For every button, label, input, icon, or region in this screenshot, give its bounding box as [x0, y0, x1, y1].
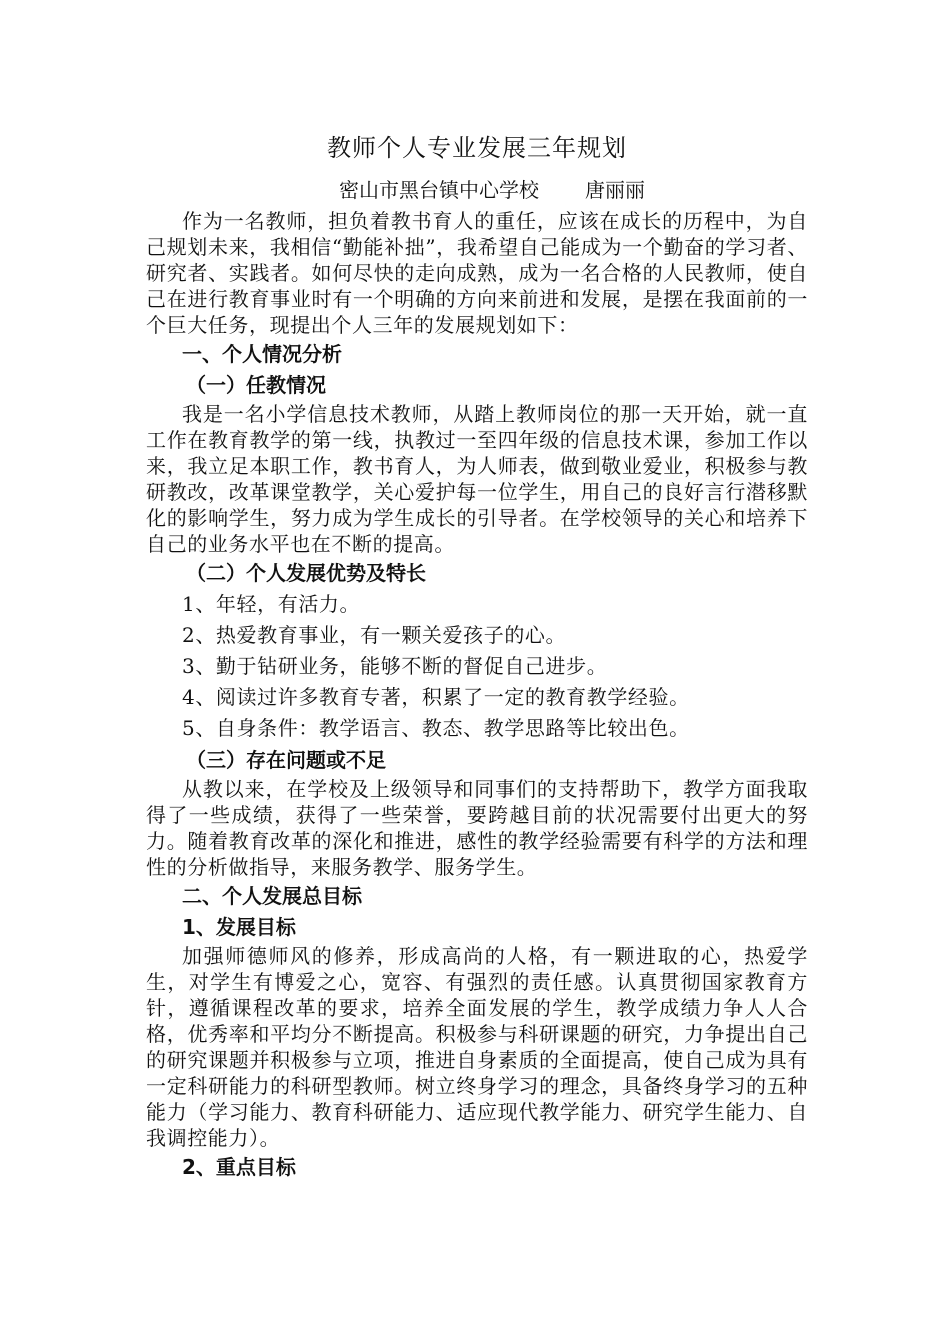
section1-sub2-heading: （二）个人发展优势及特长 [186, 561, 426, 585]
section1-heading: 一、个人情况分析 [182, 342, 342, 366]
strength-item-3: 3、勤于钻研业务，能够不断的督促自己进步。 [182, 654, 608, 678]
section1-sub1-paragraph: 我是一名小学信息技术教师，从踏上教师岗位的那一天开始，就一直工作在教育教学的第一线，执教过一至四年级的信息技术课，参加工作以来，我立足本职工作，教书育人，为人师表，做到敬业爱业，积极参与教研教改，改革课堂教学，关心爱护每一位学生，用自己的良好言行潜移默化的影响学生，努力成为学生成长的引导者。在学校领导的关心和培养下自己的业务水平也在不断的提高。 [146, 402, 808, 556]
section1-sub3-heading: （三）存在问题或不足 [186, 748, 386, 772]
author-line [146, 172, 808, 208]
strength-item-4: 4、阅读过许多教育专著，积累了一定的教育教学经验。 [182, 685, 690, 709]
school-name: 密山市黑台镇中心学校 [339, 178, 539, 202]
section2-heading: 二、个人发展总目标 [182, 884, 362, 908]
intro-paragraph: 作为一名教师，担负着教书育人的重任，应该在成长的历程中，为自己规划未来，我相信“勤能补拙”，我希望自己能成为一个勤奋的学习者、研究者、实践者。如何尽快的走向成熟，成为一名合格的人民教师，使自己在进行教育事业时有一个明确的方向来前进和发展，是摆在我面前的一个巨大任务，现提出个人三年的发展规划如下： [146, 209, 808, 337]
strength-item-1: 1、年轻，有活力。 [182, 592, 361, 616]
section1-sub3-paragraph: 从教以来，在学校及上级领导和同事们的支持帮助下，教学方面我取得了一些成绩，获得了一些荣誉，要跨越目前的状况需要付出更大的努力。随着教育改革的深化和推进，感性的教学经验需要有科学的方法和理性的分析做指导，来服务教学、服务学生。 [146, 777, 808, 879]
strength-item-2: 2、热爱教育事业，有一颗关爱孩子的心。 [182, 623, 567, 647]
author-name: 唐丽丽 [585, 178, 645, 202]
document-title: 教师个人专业发展三年规划 [327, 134, 627, 162]
document-page [146, 128, 808, 1183]
strength-item-5: 5、自身条件：教学语言、教态、教学思路等比较出色。 [182, 716, 690, 740]
goal2-heading: 2、重点目标 [182, 1155, 296, 1179]
goal1-paragraph: 加强师德师风的修养，形成高尚的人格，有一颗进取的心，热爱学生，对学生有博爱之心，宽容、有强烈的责任感。认真贯彻国家教育方针，遵循课程改革的要求，培养全面发展的学生，教学成绩力争人人合格，优秀率和平均分不断提高。积极参与科研课题的研究，力争提出自己的研究课题并积极参与立项，推进自身素质的全面提高，使自己成为具有一定科研能力的科研型教师。树立终身学习的理念，具备终身学习的五种能力（学习能力、教育科研能力、适应现代教学能力、研究学生能力、自我调控能力）。 [146, 944, 808, 1150]
goal1-heading: 1、发展目标 [182, 915, 296, 939]
section1-sub1-heading: （一）任教情况 [186, 373, 326, 397]
